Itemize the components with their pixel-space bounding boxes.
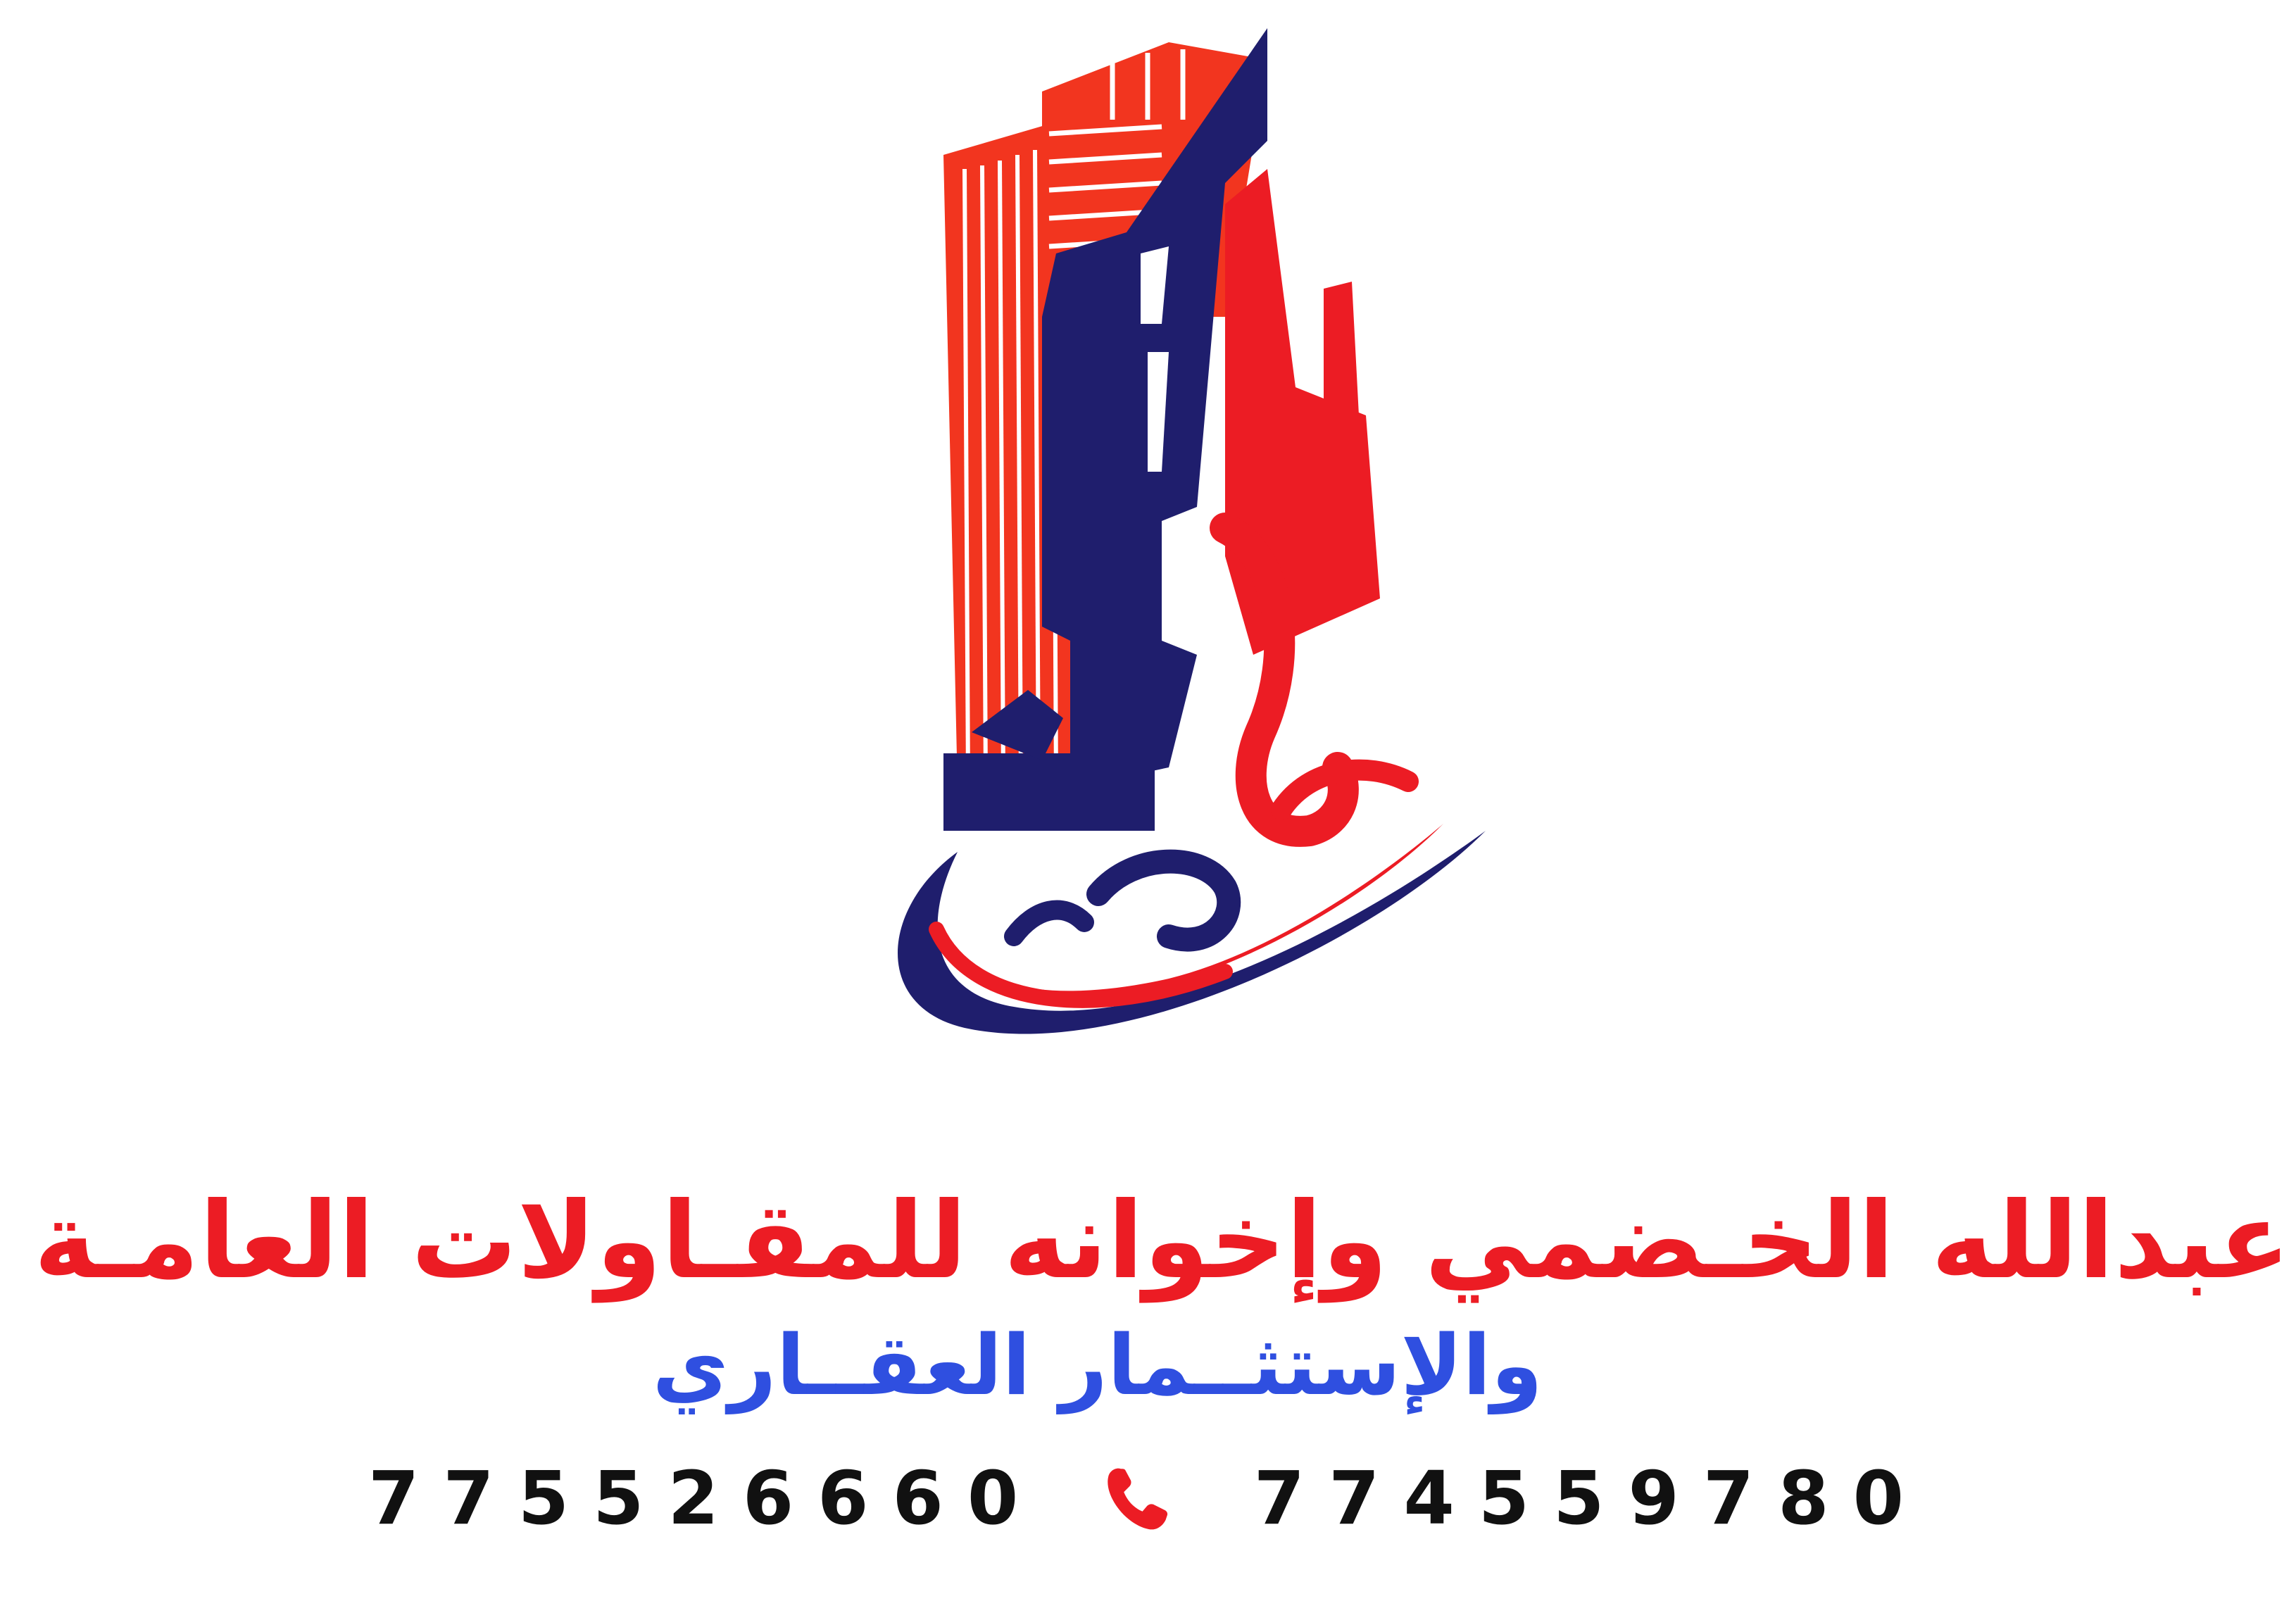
company-subtitle: والإستثــمار العقــاري — [652, 1317, 1543, 1414]
phone-number-1[interactable]: 775526660 — [368, 1455, 1043, 1541]
company-logo — [831, 21, 1493, 1190]
phone-number-2[interactable]: 774559780 — [1253, 1455, 1928, 1541]
phone-numbers — [0, 1455, 2296, 1541]
phone-icon — [1099, 1459, 1177, 1537]
company-name: عبدالله الخـضمي وإخوانه للمقـاولات العامـة — [33, 1180, 2291, 1302]
red-tower — [1225, 169, 1380, 655]
